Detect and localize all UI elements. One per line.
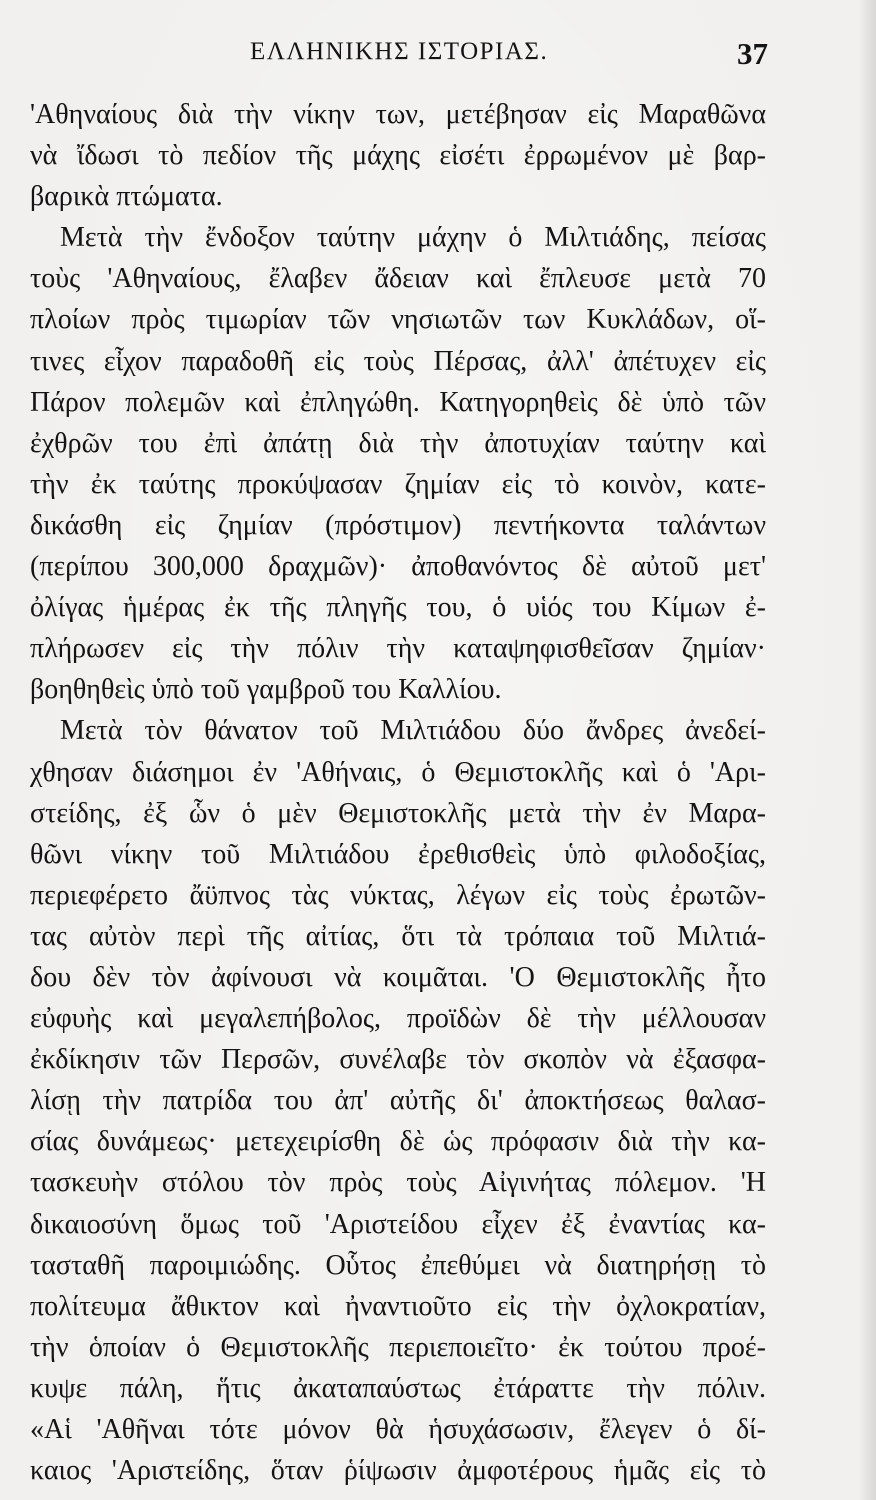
page-gutter-shadow xyxy=(858,0,876,1500)
text-line: τας αὐτὸν περὶ τῆς αἰτίας, ὅτι τὰ τρόπαια τοῦ Μιλτιά- xyxy=(30,920,766,952)
text-line: τασκευὴν στόλου τὸν πρὸς τοὺς Αἰγινήτας πόλεμον. 'Η xyxy=(30,1167,766,1199)
text-line: λίσῃ τὴν πατρίδα του ἀπ' αὐτῆς δι' ἀποκτήσεως θαλασ- xyxy=(30,1085,766,1117)
text-line: Μετὰ τὴν ἔνδοξον ταύτην μάχην ὁ Μιλτιάδης, πείσας xyxy=(60,222,766,254)
text-line: καιος 'Αριστείδης, ὅταν ῥίψωσιν ἀμφοτέρους ἡμᾶς εἰς τὸ xyxy=(30,1455,766,1487)
text-line: βαρικὰ πτώματα. xyxy=(30,181,223,213)
text-line: θῶνι νίκην τοῦ Μιλτιάδου ἐρεθισθεὶς ὑπὸ φιλοδοξίας, xyxy=(30,838,766,870)
text-line: πλοίων πρὸς τιμωρίαν τῶν νησιωτῶν των Κυκλάδων, οἵ- xyxy=(30,304,766,336)
page-number: 37 xyxy=(737,36,768,71)
page-header xyxy=(0,38,876,78)
text-line: «Αἱ 'Αθῆναι τότε μόνον θὰ ἡσυχάσωσιν, ἔλεγεν ὁ δί- xyxy=(30,1414,766,1445)
text-line: κυψε πάλη, ἥτις ἀκαταπαύστως ἐτάραττε τὴν πόλιν. xyxy=(30,1372,766,1404)
text-line: νὰ ἴδωσι τὸ πεδίον τῆς μάχης εἰσέτι ἐρρωμένον μὲ βαρ- xyxy=(30,140,766,172)
text-line: ἐκδίκησιν τῶν Περσῶν, συνέλαβε τὸν σκοπὸν νὰ ἐξασφα- xyxy=(30,1044,766,1076)
text-line: τὴν ὁποίαν ὁ Θεμιστοκλῆς περιεποιεῖτο· ἐκ τούτου προέ- xyxy=(30,1331,766,1363)
running-title: ΕΛΛΗΝΙΚΗΣ ΙΣΤΟΡΙΑΣ. xyxy=(250,38,549,65)
text-line: σίας δυνάμεως· μετεχειρίσθη δὲ ὡς πρόφασιν διὰ τὴν κα- xyxy=(30,1126,766,1158)
text-line: 'Αθηναίους διὰ τὴν νίκην των, μετέβησαν εἰς Μαραθῶνα xyxy=(30,99,766,130)
text-line: τασταθῆ παροιμιώδης. Οὗτος ἐπεθύμει νὰ διατηρήσῃ τὸ xyxy=(30,1249,766,1281)
text-line: ἐχθρῶν του ἐπὶ ἀπάτῃ διὰ τὴν ἀποτυχίαν ταύτην καὶ xyxy=(30,427,766,459)
text-line: βοηθηθεὶς ὑπὸ τοῦ γαμβροῦ του Καλλίου. xyxy=(30,674,502,706)
text-line: (περίπου 300,000 δραχμῶν)· ἀποθανόντος δὲ αὐτοῦ μετ' xyxy=(30,551,766,583)
text-line: τὴν ἐκ ταύτης προκύψασαν ζημίαν εἰς τὸ κοινὸν, κατε- xyxy=(30,468,766,500)
text-line: Πάρον πολεμῶν καὶ ἐπληγώθη. Κατηγορηθεὶς δὲ ὑπὸ τῶν xyxy=(30,386,766,418)
text-line: Μετὰ τὸν θάνατον τοῦ Μιλτιάδου δύο ἄνδρες ἀνεδεί- xyxy=(60,715,766,747)
text-line: πλήρωσεν εἰς τὴν πόλιν τὴν καταψηφισθεῖσαν ζημίαν· xyxy=(30,633,766,665)
text-line: δικαιοσύνη ὅμως τοῦ 'Αριστείδου εἶχεν ἐξ ἐναντίας κα- xyxy=(30,1208,766,1240)
text-line: πολίτευμα ἄθικτον καὶ ἠναντιοῦτο εἰς τὴν ὀχλοκρατίαν, xyxy=(30,1290,766,1322)
text-line: περιεφέρετο ἄϋπνος τὰς νύκτας, λέγων εἰς τοὺς ἐρωτῶν- xyxy=(30,879,766,911)
text-line: χθησαν διάσημοι ἐν 'Αθήναις, ὁ Θεμιστοκλῆς καὶ ὁ 'Αρι- xyxy=(30,756,766,788)
text-line: δικάσθη εἰς ζημίαν (πρόστιμον) πεντήκοντα ταλάντων xyxy=(30,509,766,541)
body-text xyxy=(30,94,766,1491)
text-line: ὀλίγας ἡμέρας ἐκ τῆς πληγῆς του, ὁ υἱός του Κίμων ἐ- xyxy=(30,592,766,624)
text-line: τοὺς 'Αθηναίους, ἔλαβεν ἄδειαν καὶ ἔπλευσε μετὰ 70 xyxy=(30,263,766,295)
text-line: τινες εἶχον παραδοθῆ εἰς τοὺς Πέρσας, ἀλλ' ἀπέτυχεν εἰς xyxy=(30,345,766,377)
text-line: στείδης, ἐξ ὧν ὁ μὲν Θεμιστοκλῆς μετὰ τὴν ἐν Μαρα- xyxy=(30,797,766,829)
text-line: δου δὲν τὸν ἀφίνουσι νὰ κοιμᾶται. 'Ο Θεμιστοκλῆς ἦτο xyxy=(30,961,766,993)
text-line: εὐφυὴς καὶ μεγαλεπήβολος, προϊδὼν δὲ τὴν μέλλουσαν xyxy=(30,1003,766,1035)
